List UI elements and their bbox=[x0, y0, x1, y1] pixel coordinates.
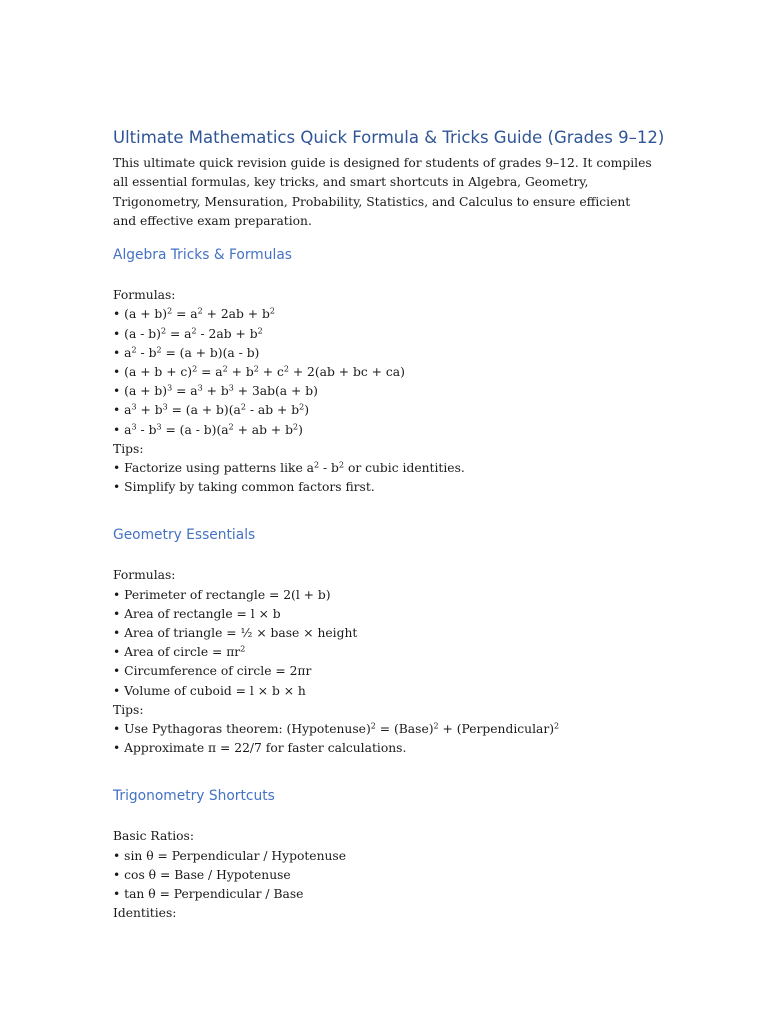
section-line: Tips: bbox=[113, 441, 144, 456]
formula-line: • $(a + b)^3 = a^3 + b^3 + 3ab(a + b)$ bbox=[113, 383, 318, 399]
tip-line: • Approximate π = 22/7 for faster calculations. bbox=[113, 741, 407, 756]
formula-line: • cos θ = Base / Hypotenuse bbox=[113, 867, 291, 882]
formula-line: • Perimeter of rectangle = 2(l + b) bbox=[113, 587, 331, 602]
section-line: Formulas: bbox=[113, 568, 176, 583]
formula-line: • $a^3 - b^3 = (a - b)(a^2$ + ab + $b^2$) bbox=[113, 422, 303, 437]
section-algebra bbox=[113, 246, 653, 497]
section-line: Basic Ratios: bbox=[113, 829, 195, 844]
formula-line: • $(a - b)^2 = a^2 - 2ab + b^2$ bbox=[113, 326, 263, 341]
formula-line: • $a^2 - b^2 = (a + b)(a - b)$ bbox=[113, 345, 260, 360]
tip-line: • Factorize using patterns like $a^2 - b^2$ or cubic identities. bbox=[113, 460, 465, 476]
formula-line: • sin θ = Perpendicular / Hypotenuse bbox=[113, 848, 347, 863]
section-heading: Trigonometry Shortcuts bbox=[113, 788, 275, 805]
document-title: Ultimate Mathematics Quick Formula & Tricks Guide (Grades 9–12) bbox=[113, 128, 665, 147]
document-intro: This ultimate quick revision guide is designed for students of grades 9–12. It compiles all essential formulas, key tricks, and smart shortcuts in Algebra, Geometry, Trigonometry, Mensuration, Probability, Statistics, and Calculus to ensure efficient and effective exam preparation. bbox=[113, 156, 652, 228]
formula-line: • Area of triangle = ½ × base × height bbox=[113, 626, 358, 641]
formula-line: • Circumference of circle = 2πr bbox=[113, 664, 312, 679]
section-trigonometry bbox=[113, 787, 653, 923]
formula-line: • Volume of cuboid = l × b × h bbox=[113, 683, 306, 698]
formula-line: • $a^3 + b^3 = (a + b)(a^2$ - ab + $b^2$) bbox=[113, 403, 310, 418]
formula-line: • Area of rectangle = l × b bbox=[113, 606, 281, 621]
section-heading: Geometry Essentials bbox=[113, 527, 256, 544]
document-page bbox=[113, 118, 665, 923]
formula-line: • Area of circle = $\pi r^2$ bbox=[113, 644, 246, 660]
tip-line: • Use Pythagoras theorem: (Hypotenuse)$^2$ = (Base)$^2$ + (Perpendicular)$^2$ bbox=[113, 721, 560, 737]
section-geometry bbox=[113, 526, 653, 758]
section-line: Formulas: bbox=[113, 288, 176, 303]
section-heading: Algebra Tricks & Formulas bbox=[113, 247, 292, 264]
formula-line: • $(a + b + c)^2 = a^2 + b^2 + c^2 + 2(ab$ + bc + ca) bbox=[113, 364, 405, 379]
section-line: Tips: bbox=[113, 702, 144, 717]
formula-line: • tan θ = Perpendicular / Base bbox=[113, 887, 304, 902]
section-line: Identities: bbox=[113, 906, 177, 921]
formula-line: • $(a + b)^2 = a^2 + 2ab + b^2$ bbox=[113, 307, 275, 322]
tip-line: • Simplify by taking common factors first. bbox=[113, 480, 375, 495]
